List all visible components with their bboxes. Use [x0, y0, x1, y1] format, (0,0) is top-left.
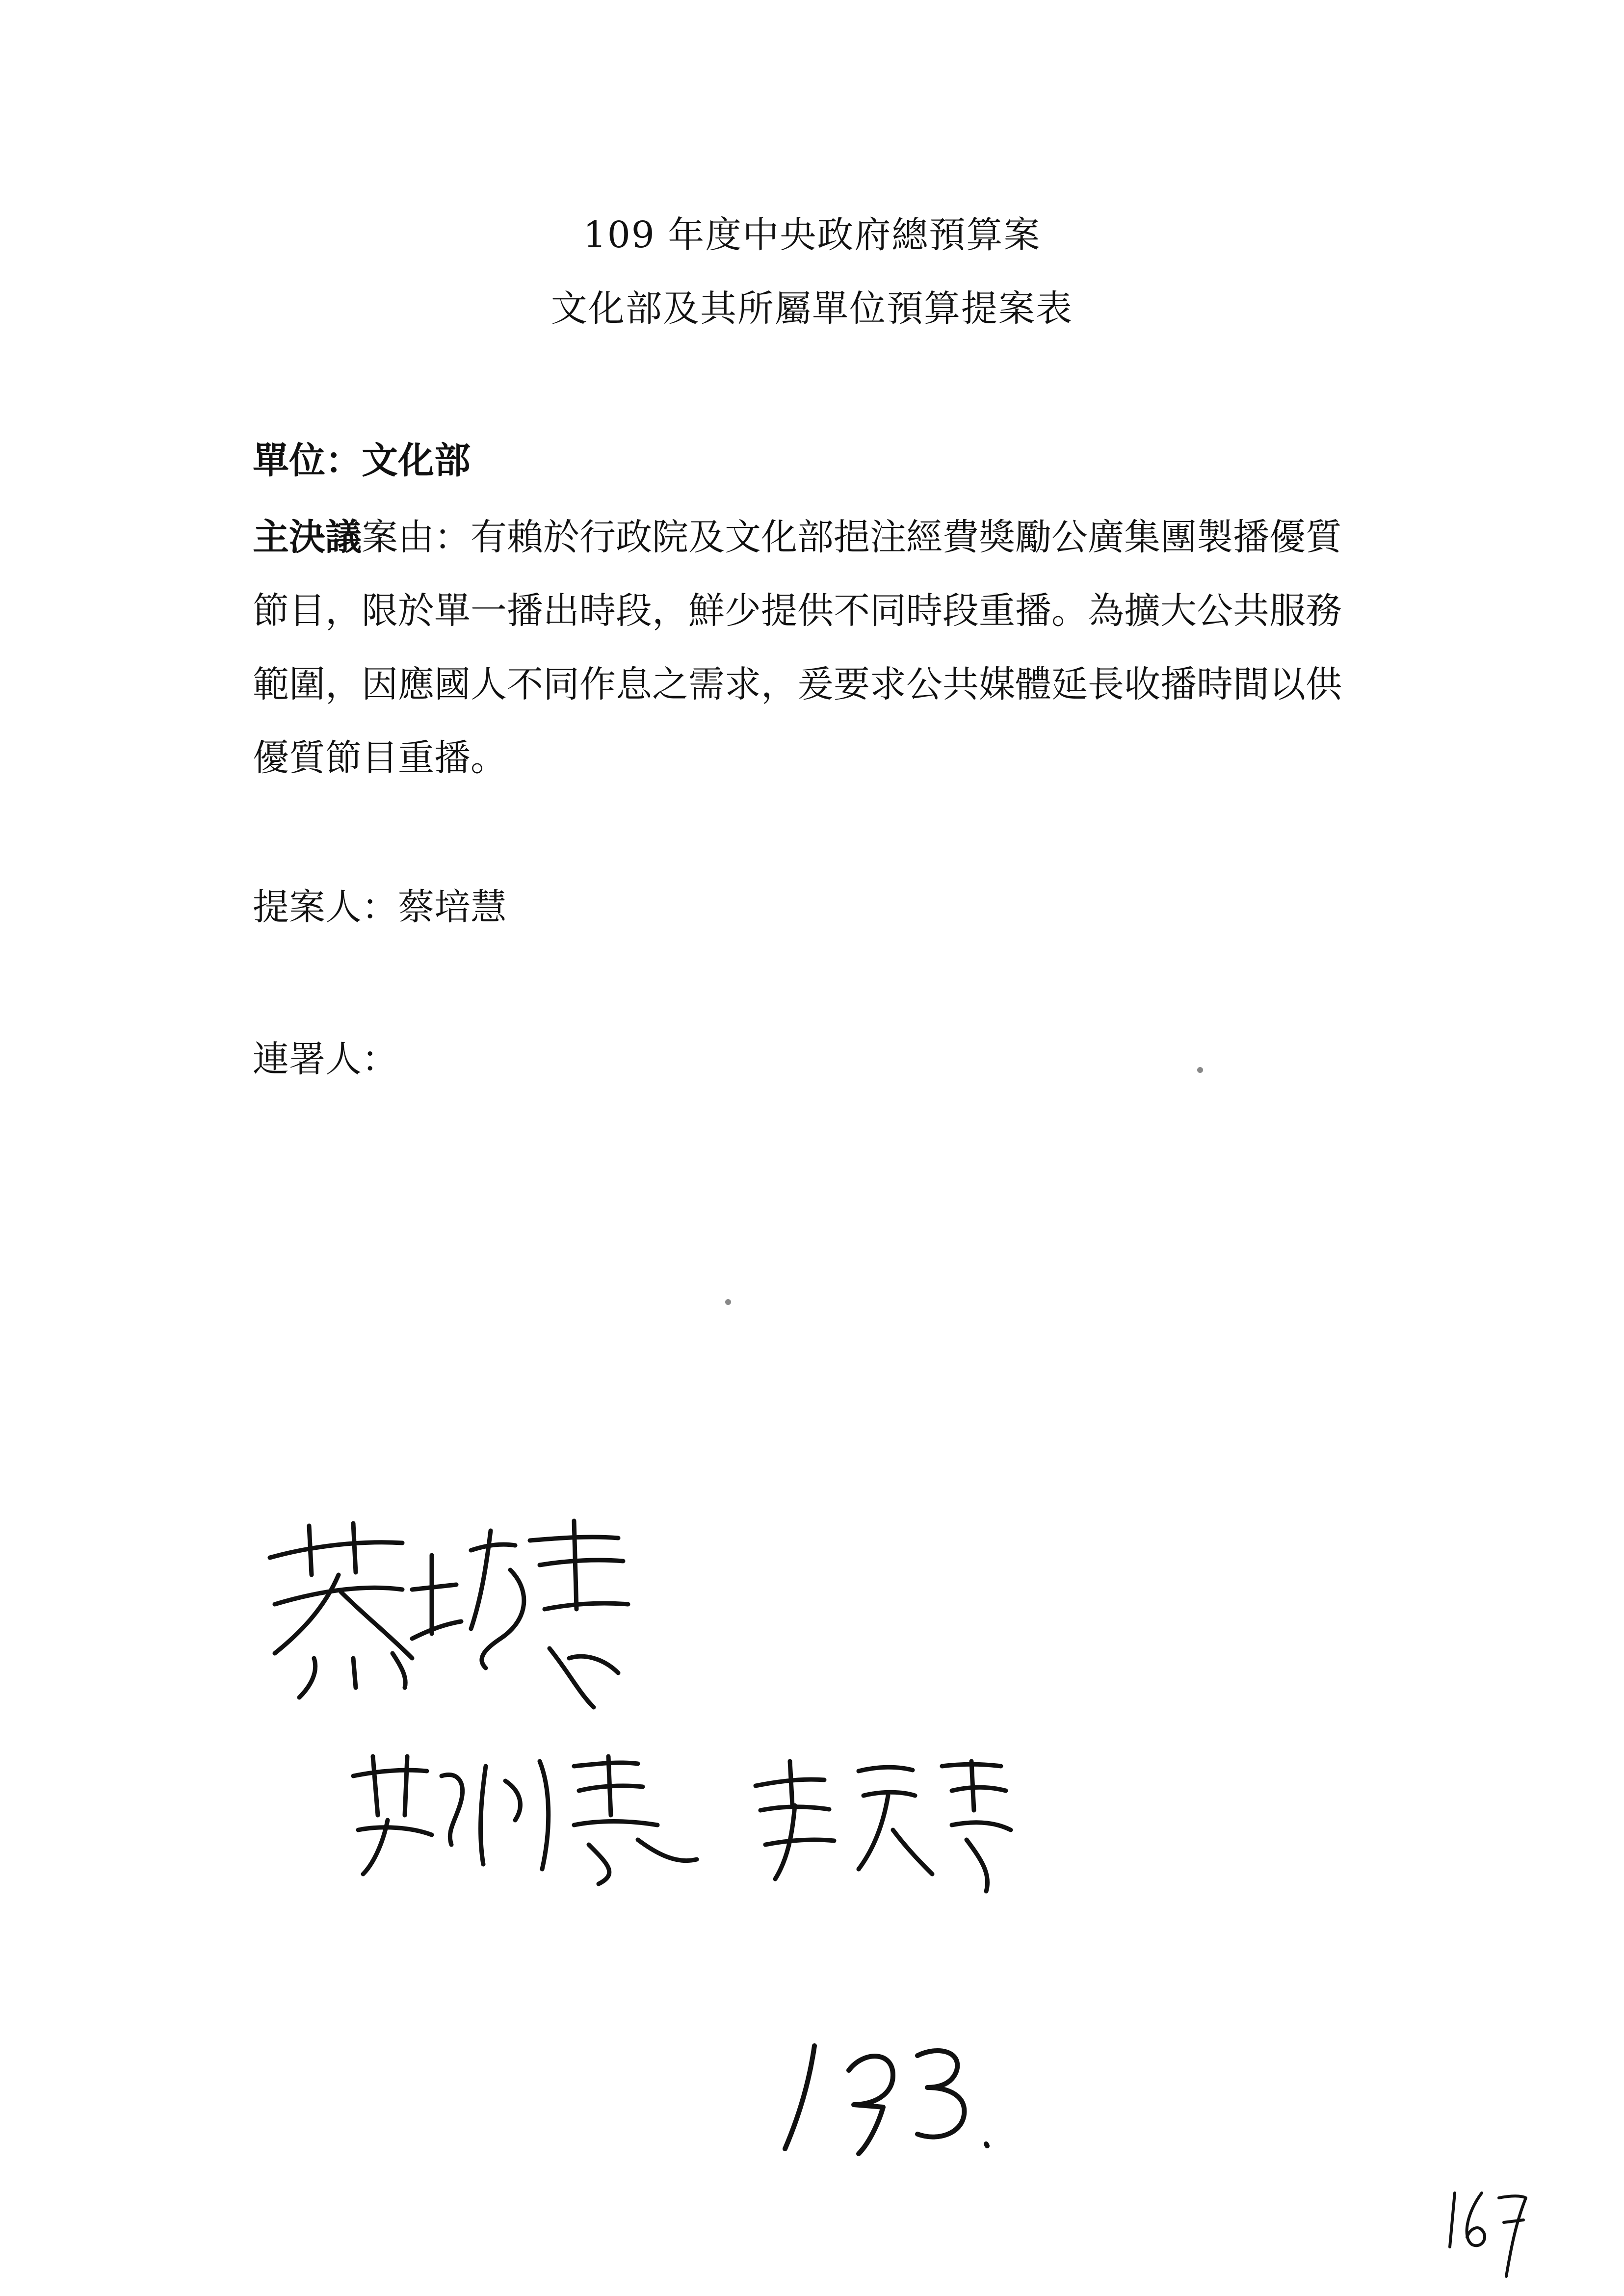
- unit-line: [253, 432, 471, 484]
- proposer-line: [253, 878, 507, 930]
- document-title-line2: 文化部及其所屬單位預算提案表: [551, 287, 1073, 330]
- motion-paragraph: [253, 500, 1376, 795]
- cosigner-label: 連署人：: [253, 1038, 398, 1080]
- handwritten-number-corner: [1442, 2183, 1531, 2281]
- proposer-label: 提案人：: [253, 886, 398, 928]
- signature-1-image: [255, 1511, 638, 1722]
- handwritten-number-center: [775, 2026, 1001, 2164]
- motion-text: 有賴於行政院及文化部挹注經費獎勵公廣集團製播優質節目，限於單一播出時段，鮮少提供不同時段重播。為擴大公共服務範圍，因應國人不同作息之需求，爰要求公共媒體延長收播時間以供優質節目重播。: [253, 516, 1342, 779]
- unit-value: 文化部: [362, 440, 471, 482]
- scan-speck: [1197, 1067, 1203, 1073]
- document-title-line1: 109 年度中央政府總預算案: [583, 214, 1041, 256]
- motion-label: 案由：: [362, 516, 471, 558]
- signature-2-image: [343, 1747, 716, 1894]
- signature-3-image: [746, 1751, 1021, 1899]
- cosigner-line: [253, 1030, 398, 1082]
- motion-lead: 主決議: [253, 516, 362, 558]
- proposer-name: 蔡培慧: [398, 886, 507, 928]
- scan-speck: [725, 1299, 731, 1305]
- unit-label: 單位：: [253, 440, 362, 482]
